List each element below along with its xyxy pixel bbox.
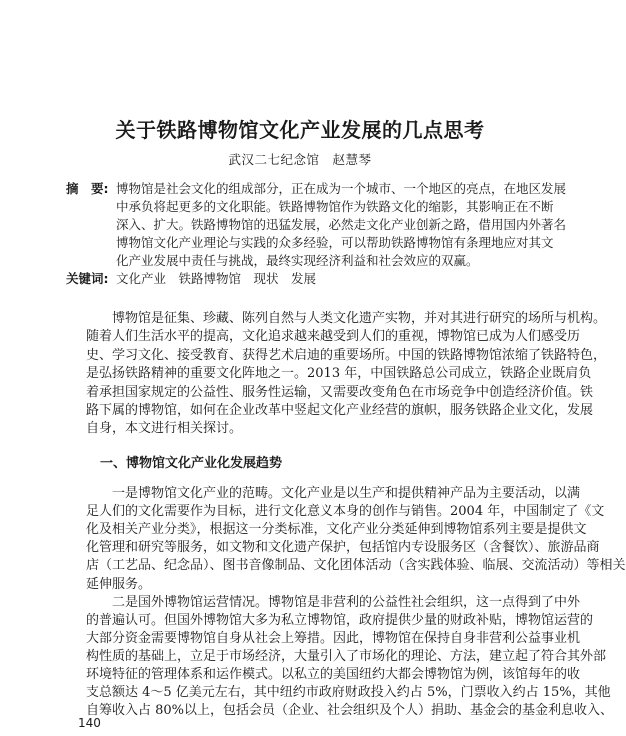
text-line: 化及相关产业分类》，根据这一分类标准，文化产业分类延伸到博物馆系列主要是提供文 (86, 522, 587, 538)
text-line: 博物馆文化产业理论与实践的众多经验，可以帮助铁路博物馆有条理地应对其文 (116, 235, 554, 250)
text-line: 支总额达 4～5 亿美元左右，其中纽约市政府财政投入约占 5%，门票收入约占 15%，其他 (86, 685, 611, 701)
text-line: 随着人们生活水平的提高，文化追求越来越受到人们的重视，博物馆已成为人们感受历 (86, 329, 581, 345)
text-line: 路下属的博物馆，如何在企业改革中竖起文化产业经营的旗帜，服务铁路企业文化，发展 (86, 403, 594, 418)
text-line: 的普遍认可。但国外博物馆大多为私立博物馆，政府提供少量的财政补贴，博物馆运营的 (86, 612, 594, 628)
author-line: 武汉二七纪念馆 赵慧琴 (228, 152, 372, 167)
text-line: 是弘扬铁路精神的重要文化阵地之一。2013 年，中国铁路总公司成立，铁路企业既肩负 (86, 366, 592, 382)
paper-title: 关于铁路博物馆文化产业发展的几点思考 (115, 118, 485, 142)
text-line: 化管理和研究等服务，如文物和文化遗产保护，包括馆内专设服务区（含餐饮）、旅游品商 (86, 540, 600, 556)
text-line: 延伸服务。 (86, 576, 152, 592)
text-line: 着承担国家规定的公益性、服务性运输，又需要改变角色在市场竞争中创造经济价值。铁 (86, 384, 594, 400)
text-line: 化产业发展中责任与挑战，最终实现经济利益和社会效应的双赢。 (116, 253, 479, 268)
text-line: 环境特征的管理体系和运作模式。以私立的美国纽约大都会博物馆为例，该馆每年的收 (86, 667, 581, 682)
text-line: 史、学习文化、接受教育、获得艺术启迪的重要场所。中国的铁路博物馆浓缩了铁路特色， (86, 347, 607, 363)
text-line: 中承负将起更多的文化职能。铁路博物馆作为铁路文化的缩影，其影响正在不断 (116, 199, 554, 214)
text-line: 足人们的文化需要作为目标，进行文化意义本身的创作与销售。2004 年，中国制定了《文 (86, 504, 605, 520)
keywords-text: 文化产业 铁路博物馆 现状 发展 (116, 271, 317, 286)
section-heading: 一、博物馆文化产业化发展趋势 (100, 456, 283, 471)
text-line: 博物馆是社会文化的组成部分，正在成为一个城市、一个地区的亮点，在地区发展 (116, 181, 567, 196)
text-line: 自身，本文进行相关探讨。 (86, 421, 243, 437)
keywords-label: 关键词: (66, 271, 109, 286)
text-line: 深入、扩大。铁路博物馆的迅猛发展，必然走文化产业创新之路，借用国内外著名 (116, 217, 567, 232)
page-number: 140 (78, 716, 101, 730)
text-line: 二是国外博物馆运营情况。博物馆是非营利的公益性社会组织，这一点得到了中外 (86, 594, 581, 610)
text-line: 一是博物馆文化产业的范畴。文化产业是以生产和提供精神产品为主要活动，以满 (86, 486, 581, 501)
text-line: 店（工艺品、纪念品）、图书音像制品、文化团体活动（含实践体验、临展、交流活动）等相关 (86, 558, 626, 574)
text-line: 自筹收入占 80%以上，包括会员（企业、社会组织及个人）捐助、基金会的基金利息收入、 (86, 703, 614, 719)
abstract-label: 摘 要: (66, 181, 109, 196)
text-line: 大部分资金需要博物馆自身从社会上筹措。因此，博物馆在保持自身非营利公益事业机 (86, 630, 581, 646)
text-line: 构性质的基础上，立足于市场经济，大量引入了市场化的理论、方法，建立起了符合其外部 (86, 648, 607, 664)
text-line: 博物馆是征集、珍藏、陈列自然与人类文化遗产实物，并对其进行研究的场所与机构。 (86, 311, 607, 326)
